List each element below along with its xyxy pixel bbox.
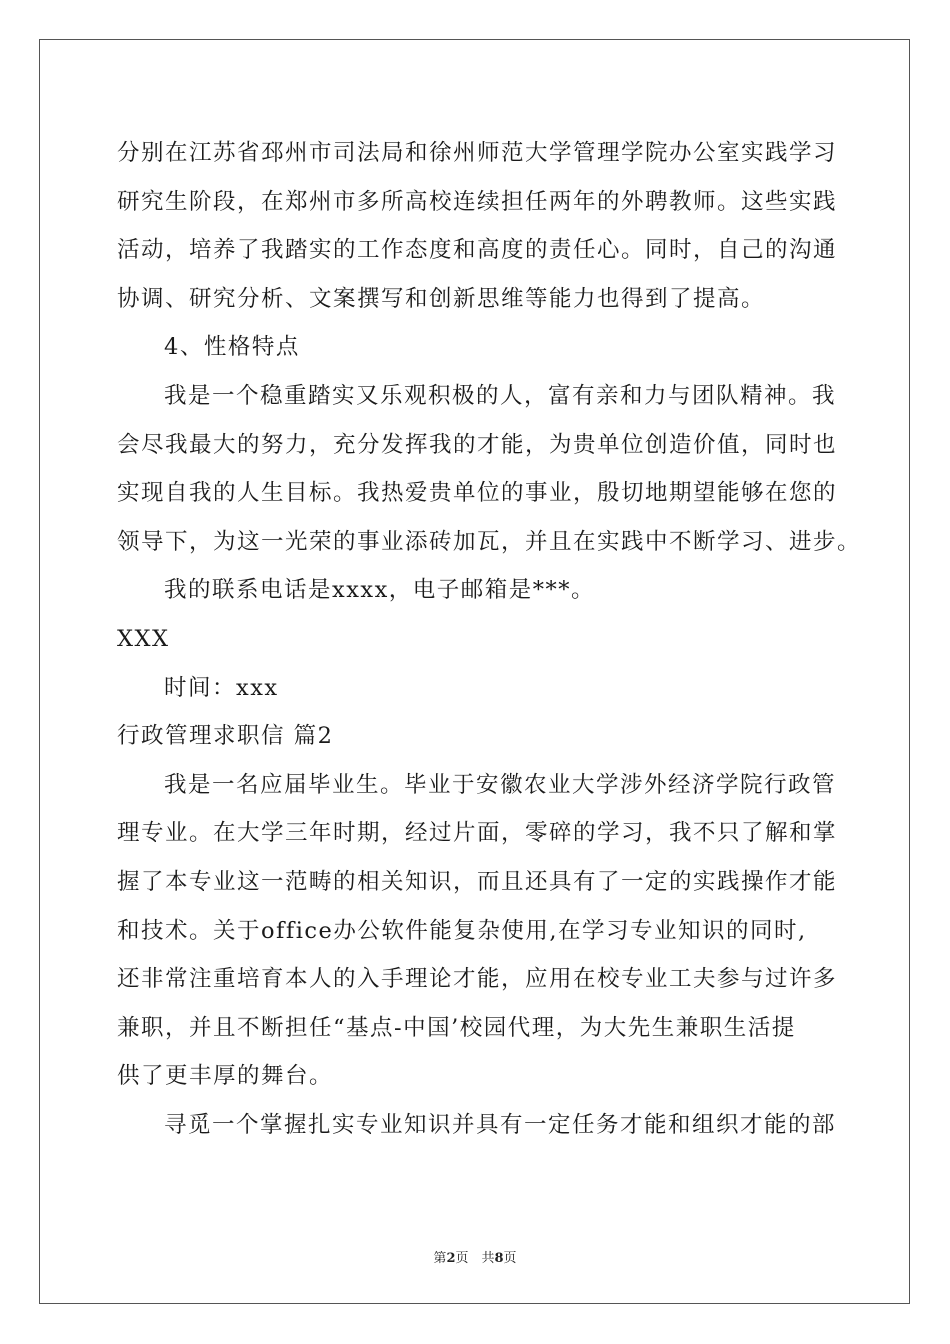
text-line: 我是一名应届毕业生。毕业于安徽农业大学涉外经济学院行政管 — [164, 771, 837, 798]
text-line: 我的联系电话是xxxx，电子邮箱是***。 — [164, 577, 596, 604]
text-line: 我是一个稳重踏实又乐观积极的人，富有亲和力与团队精神。我 — [164, 382, 837, 409]
text-line: 会尽我最大的努力，充分发挥我的才能，为贵单位创造价值，同时也 — [117, 431, 838, 458]
text-line: 还非常注重培育本人的入手理论才能，应用在校专业工夫参与过许多 — [117, 966, 838, 993]
text-line: 供了更丰厚的舞台。 — [117, 1063, 334, 1090]
text-line: 实现自我的人生目标。我热爱贵单位的事业，殷切地期望能够在您的 — [117, 480, 838, 507]
page-footer — [0, 1247, 950, 1266]
footer-prefix: 第 — [433, 1251, 447, 1266]
text-line: 协调、研究分析、文案撰写和创新思维等能力也得到了提高。 — [117, 285, 766, 312]
text-line: 理专业。在大学三年时期，经过片面，零碎的学习，我不只了解和掌 — [117, 820, 838, 847]
text-line: 分别在江苏省邳州市司法局和徐州师范大学管理学院办公室实践学习 — [117, 140, 838, 166]
footer-mid: 页 共 — [455, 1251, 495, 1266]
text-line: 研究生阶段，在郑州市多所高校连续担任两年的外聘教师。这些实践 — [117, 188, 838, 215]
text-line: 兼职，并且不断担任“基点-中国’校园代理，为大先生兼职生活提 — [117, 1014, 796, 1041]
text-line: 寻觅一个掌握扎实专业知识并具有一定任务才能和组织才能的部 — [164, 1111, 837, 1138]
footer-page-current: 2 — [446, 1251, 456, 1266]
text-line: 行政管理求职信 篇2 — [117, 723, 334, 750]
text-line: XXX — [117, 625, 170, 652]
text-line: 和技术。关于office办公软件能复杂使用,在学习专业知识的同时, — [117, 917, 807, 944]
footer-suffix: 页 — [503, 1251, 517, 1266]
text-line: 领导下，为这一光荣的事业添砖加瓦，并且在实践中不断学习、进步。 — [117, 528, 862, 555]
text-line: 活动，培养了我踏实的工作态度和高度的责任心。同时，自己的沟通 — [117, 237, 838, 264]
text-line: 握了本专业这一范畴的相关知识，而且还具有了一定的实践操作才能 — [117, 868, 838, 895]
text-line: 4、性格特点 — [164, 334, 300, 361]
document-body — [117, 129, 862, 1149]
footer-page-total: 8 — [494, 1251, 504, 1266]
text-line: 时间：xxx — [164, 674, 279, 701]
